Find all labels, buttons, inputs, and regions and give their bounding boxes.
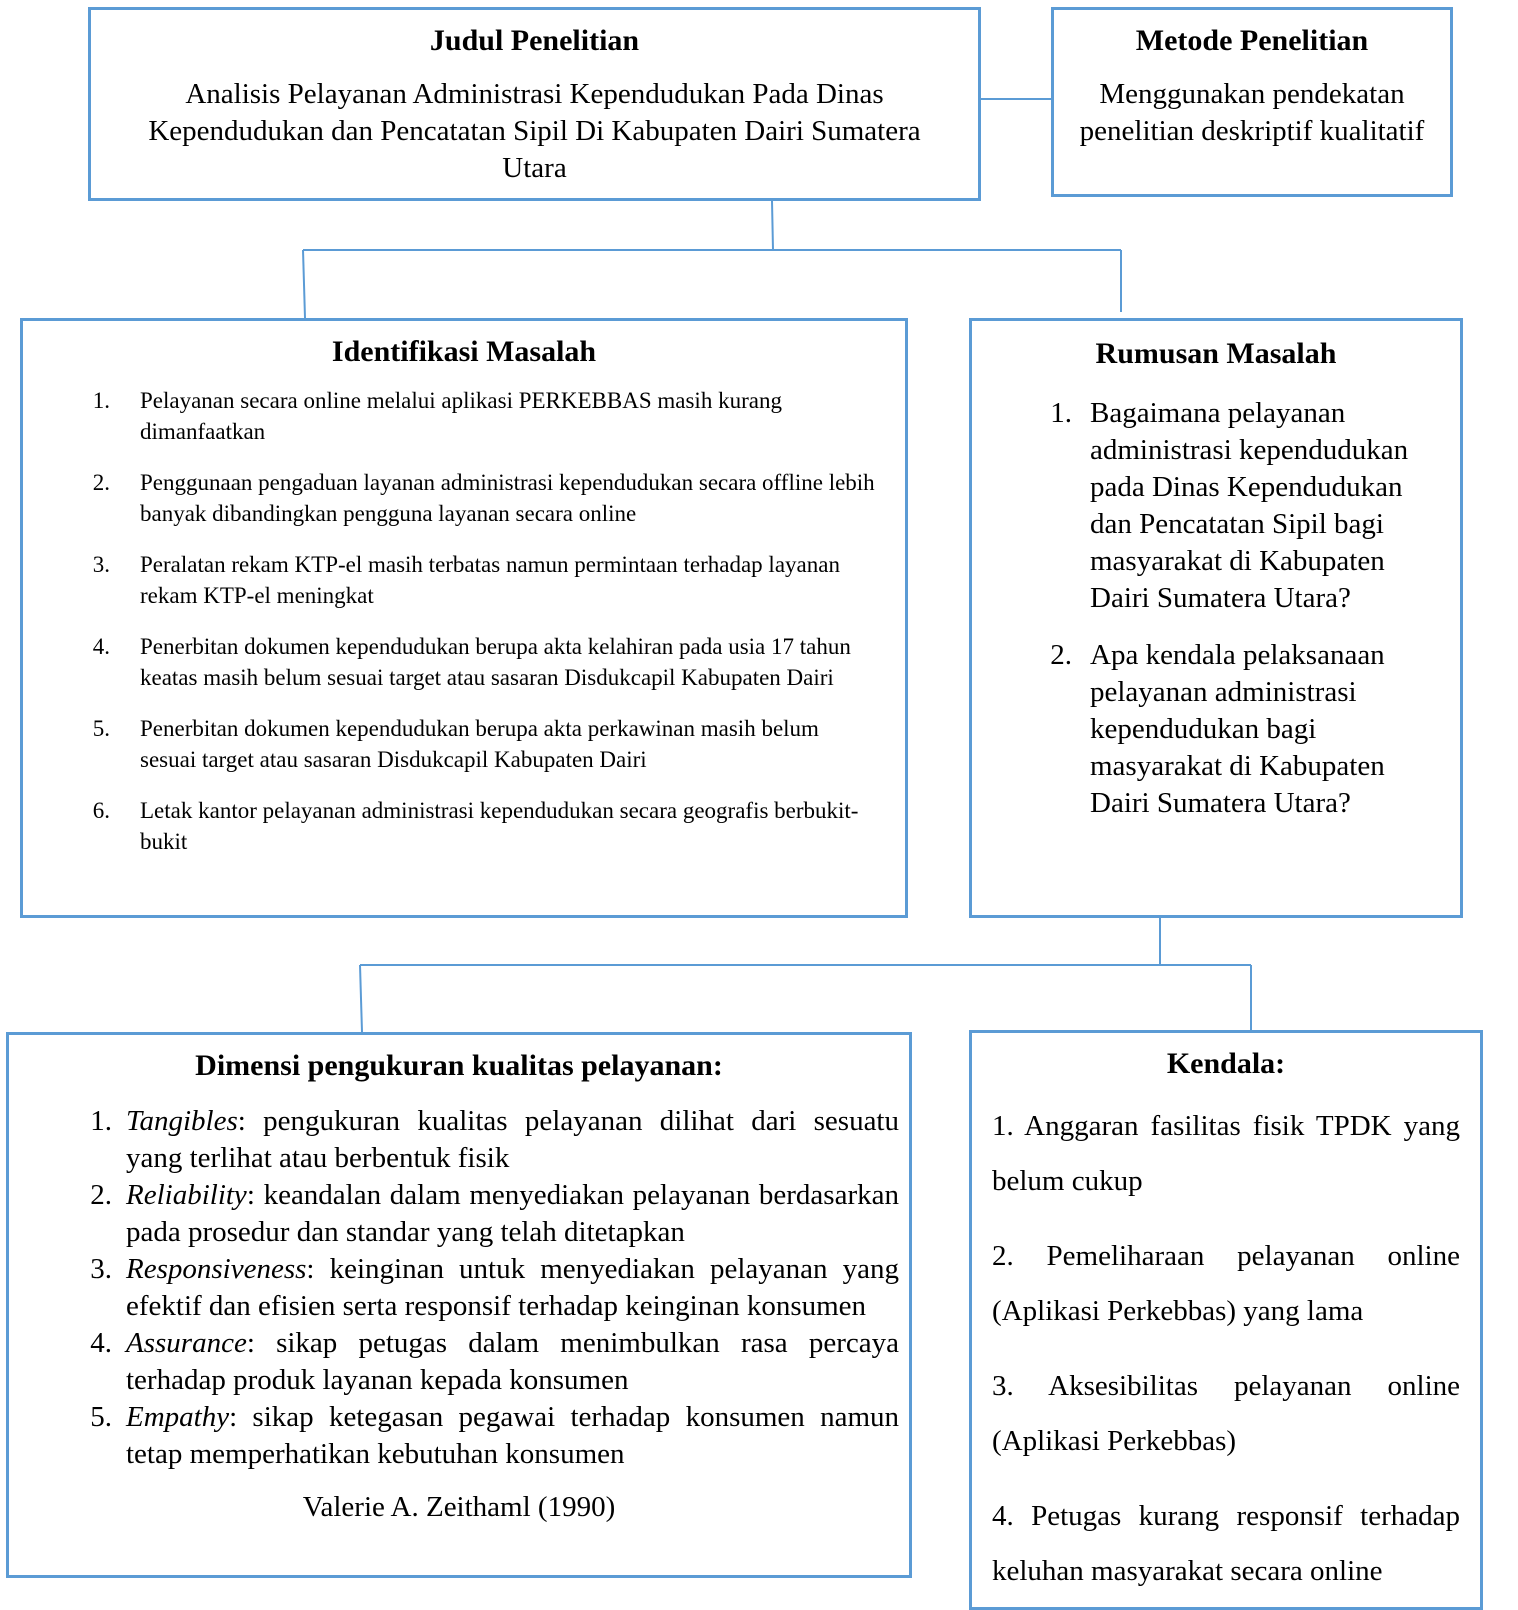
citation: Valerie A. Zeithaml (1990) xyxy=(302,1491,616,1523)
dimension-term: Reliability xyxy=(126,1179,247,1211)
item-text: Peralatan rekam KTP-el masih terbatas namun permintaan terhadap layanan rekam KTP-el meningkat xyxy=(140,552,840,608)
rumusan-masalah-box xyxy=(969,318,1463,918)
list-item xyxy=(23,385,905,447)
item-number: 6. xyxy=(92,798,110,823)
dimension-term: Assurance xyxy=(126,1327,247,1359)
list-item xyxy=(23,549,905,611)
list-item: 1. Anggaran fasilitas fisik TPDK yang belum cukup xyxy=(992,1110,1460,1197)
item-text: : pengukuran kualitas pelayanan dilihat dari sesuatu yang terlihat atau berbentuk fisik xyxy=(126,1105,899,1174)
identifikasi-masalah-box xyxy=(20,318,908,918)
rumusan-title: Rumusan Masalah xyxy=(1095,337,1337,370)
item-text: : sikap ketegasan pegawai terhadap konsumen namun tetap memperhatikan kebutuhan konsumen xyxy=(126,1401,899,1470)
dimension-term: Empathy xyxy=(126,1401,230,1433)
item-number: 1. xyxy=(1050,397,1072,429)
list-item xyxy=(972,637,1460,822)
connector-to-dimensi xyxy=(360,965,362,1032)
item-number: 5. xyxy=(90,1401,112,1433)
list-item: 2. Pemeliharaan pelayanan online (Aplikasi Perkebbas) yang lama xyxy=(992,1240,1460,1327)
dimensi-title: Dimensi pengukuran kualitas pelayanan: xyxy=(195,1049,723,1082)
metode-title: Metode Penelitian xyxy=(1135,24,1369,57)
list-item xyxy=(972,395,1460,617)
item-number: 2. xyxy=(1050,639,1072,671)
item-number: 5. xyxy=(92,716,110,741)
kendala-box xyxy=(969,1030,1483,1610)
item-text: : sikap petugas dalam menimbulkan rasa percaya terhadap produk layanan kepada konsumen xyxy=(126,1327,899,1396)
item-number: 3. xyxy=(90,1253,112,1285)
item-text: Penerbitan dokumen kependudukan berupa akta kelahiran pada usia 17 tahun keatas masih belum sesuai target atau sasaran Disdukcapil Kabupaten Dairi xyxy=(140,634,851,690)
item-number: 4. xyxy=(90,1327,112,1359)
list-item: 4. Petugas kurang responsif terhadap keluhan masyarakat secara online xyxy=(992,1500,1460,1587)
judul-penelitian-box xyxy=(88,7,981,201)
judul-title: Judul Penelitian xyxy=(429,24,640,57)
list-item xyxy=(9,1399,909,1473)
list-item: 3. Aksesibilitas pelayanan online (Aplikasi Perkebbas) xyxy=(992,1370,1460,1457)
metode-penelitian-box xyxy=(1051,7,1453,197)
item-text: Letak kantor pelayanan administrasi kependudukan secara geografis berbukit-bukit xyxy=(140,798,859,854)
item-number: 1. xyxy=(92,388,110,413)
item-text: Bagaimana pelayanan administrasi kependudukan pada Dinas Kependudukan dan Pencatatan Sipil bagi masyarakat di Kabupaten Dairi Sumatera Utara? xyxy=(1090,397,1409,614)
metode-body: Menggunakan pendekatan penelitian deskriptif kualitatif xyxy=(1079,78,1425,147)
rumusan-list xyxy=(972,395,1460,822)
item-number: 2. xyxy=(92,470,110,495)
list-item xyxy=(23,467,905,529)
kendala-list xyxy=(992,1099,1460,1599)
list-item xyxy=(23,713,905,775)
list-item xyxy=(9,1103,909,1177)
item-number: 1. xyxy=(90,1105,112,1137)
connector-judul-down xyxy=(772,201,773,250)
dimension-term: Responsiveness xyxy=(126,1253,307,1285)
dimension-term: Tangibles xyxy=(126,1105,238,1137)
identifikasi-title: Identifikasi Masalah xyxy=(331,335,597,368)
item-number: 4. xyxy=(92,634,110,659)
item-number: 2. xyxy=(90,1179,112,1211)
list-item xyxy=(23,795,905,857)
list-item xyxy=(23,631,905,693)
dimensi-pengukuran-box xyxy=(6,1032,912,1578)
list-item xyxy=(9,1251,909,1325)
item-text: Pelayanan secara online melalui aplikasi PERKEBBAS masih kurang dimanfaatkan xyxy=(140,388,782,444)
connector-to-identifikasi xyxy=(303,250,305,318)
item-text: : keinginan untuk menyediakan pelayanan yang efektif dan efisien serta responsif terhadap keinginan konsumen xyxy=(126,1253,899,1322)
identifikasi-list xyxy=(23,385,905,857)
item-text: Apa kendala pelaksanaan pelayanan administrasi kependudukan bagi masyarakat di Kabupaten Dairi Sumatera Utara? xyxy=(1090,639,1385,819)
judul-body: Analisis Pelayanan Administrasi Kependudukan Pada Dinas Kependudukan dan Pencatatan Sipil Di Kabupaten Dairi Sumatera Utara xyxy=(148,78,921,184)
item-text: Penerbitan dokumen kependudukan berupa akta perkawinan masih belum sesuai target atau sasaran Disdukcapil Kabupaten Dairi xyxy=(140,716,819,772)
dimensi-list xyxy=(9,1103,909,1473)
list-item xyxy=(9,1325,909,1399)
list-item xyxy=(9,1177,909,1251)
kendala-title: Kendala: xyxy=(1166,1047,1286,1080)
item-number: 3. xyxy=(92,552,110,577)
item-text: Penggunaan pengaduan layanan administrasi kependudukan secara offline lebih banyak dibandingkan pengguna layanan secara online xyxy=(140,470,875,526)
item-text: : keandalan dalam menyediakan pelayanan berdasarkan pada prosedur dan standar yang telah ditetapkan xyxy=(126,1179,899,1248)
